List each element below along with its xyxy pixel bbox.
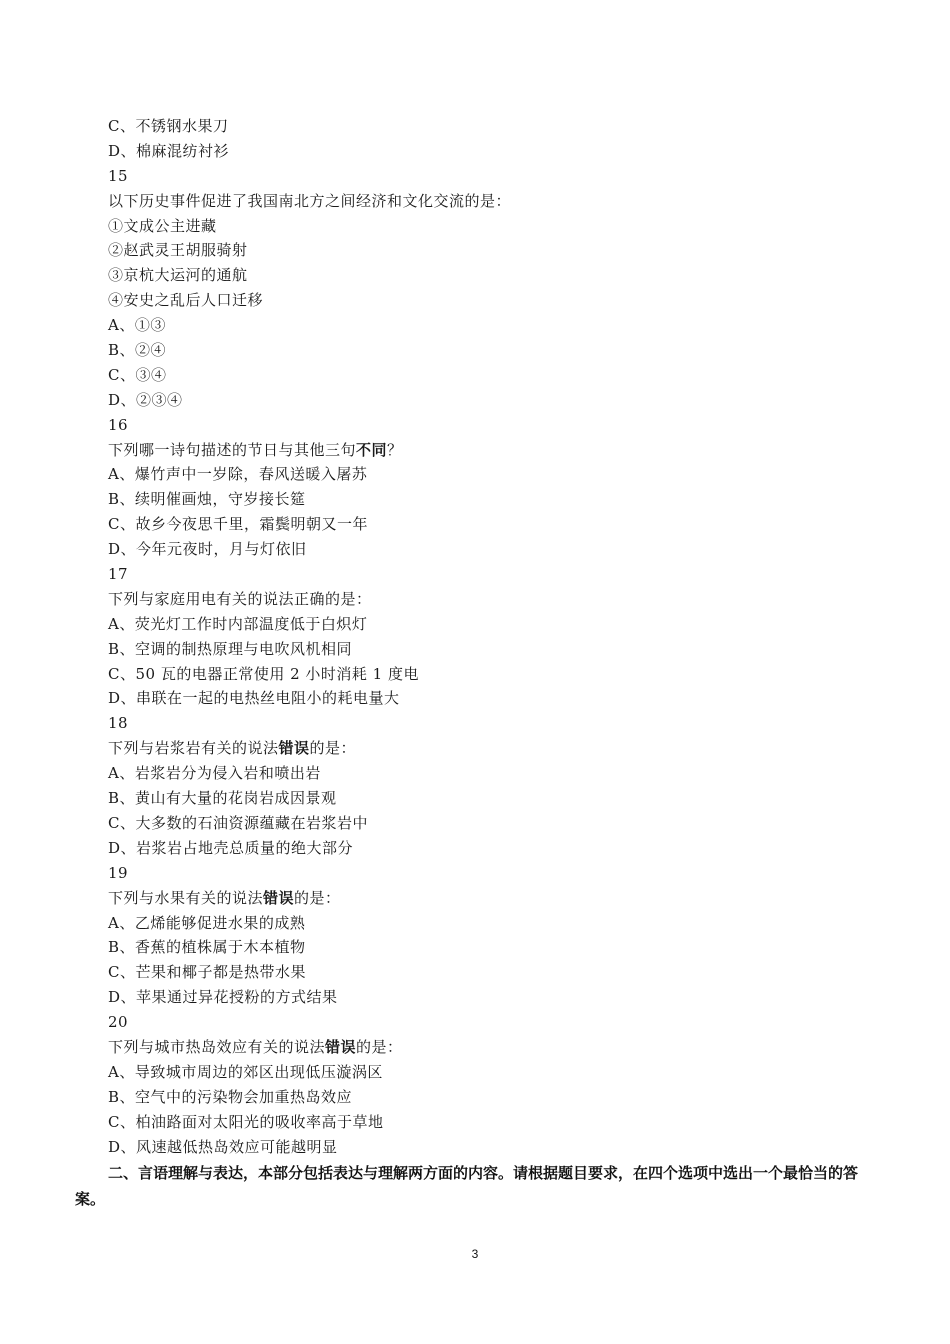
question-stem: 下列与家庭用电有关的说法正确的是： bbox=[108, 589, 372, 608]
answer-option: D、②③④ bbox=[108, 390, 183, 409]
stem-emphasis: 错误 bbox=[278, 739, 310, 758]
question-number: 20 bbox=[108, 1013, 129, 1032]
question-number: 18 bbox=[108, 714, 129, 733]
stem-text: ？ bbox=[387, 440, 403, 459]
answer-option: B、香蕉的植株属于木本植物 bbox=[108, 938, 306, 957]
answer-option: C、不锈钢水果刀 bbox=[108, 117, 229, 135]
answer-option: D、串联在一起的电热丝电阻小的耗电量大 bbox=[108, 689, 400, 708]
question-number: 17 bbox=[108, 565, 129, 584]
answer-option: B、续明催画烛，守岁接长筵 bbox=[108, 490, 306, 509]
question-number: 15 bbox=[108, 166, 129, 185]
answer-option: D、苹果通过异花授粉的方式结果 bbox=[108, 988, 338, 1007]
question-stem bbox=[108, 1035, 888, 1060]
stem-text: 下列哪一诗句描述的节日与其他三句 bbox=[108, 440, 357, 459]
answer-option: A、乙烯能够促进水果的成熟 bbox=[108, 913, 306, 932]
answer-option: A、导致城市周边的郊区出现低压漩涡区 bbox=[108, 1062, 383, 1081]
section-heading bbox=[75, 1160, 885, 1212]
stem-emphasis: 错误 bbox=[325, 1037, 357, 1056]
answer-option: D、风速越低热岛效应可能越明显 bbox=[108, 1137, 338, 1156]
answer-option: D、岩浆岩占地壳总质量的绝大部分 bbox=[108, 838, 354, 857]
stem-text: 下列与岩浆岩有关的说法 bbox=[108, 739, 279, 758]
answer-option: A、荧光灯工作时内部温度低于白炽灯 bbox=[108, 614, 368, 633]
answer-option: B、黄山有大量的花岗岩成因景观 bbox=[108, 789, 337, 808]
answer-option: B、空气中的污染物会加重热岛效应 bbox=[108, 1087, 353, 1106]
stem-text: 下列与水果有关的说法 bbox=[108, 888, 264, 907]
stem-emphasis: 错误 bbox=[263, 888, 295, 907]
stem-text: 的是： bbox=[356, 1037, 403, 1056]
answer-option: C、大多数的石油资源蕴藏在岩浆岩中 bbox=[108, 813, 368, 832]
question-stem bbox=[108, 438, 888, 463]
statement-item: ②赵武灵王胡服骑射 bbox=[108, 241, 248, 260]
question-stem bbox=[108, 736, 888, 761]
answer-option: A、①③ bbox=[108, 316, 166, 335]
answer-option: A、岩浆岩分为侵入岩和喷出岩 bbox=[108, 764, 321, 783]
page-number: 3 bbox=[471, 1247, 479, 1261]
answer-option: D、今年元夜时，月与灯依旧 bbox=[108, 540, 307, 559]
answer-option: A、爆竹声中一岁除，春风送暖入屠苏 bbox=[108, 465, 368, 484]
answer-option: B、②④ bbox=[108, 341, 167, 360]
question-number: 19 bbox=[108, 863, 129, 882]
stem-emphasis: 不同 bbox=[356, 440, 388, 459]
question-stem bbox=[108, 886, 888, 911]
question-list bbox=[108, 114, 888, 1159]
stem-text: 下列与城市热岛效应有关的说法 bbox=[108, 1037, 326, 1056]
stem-text: 的是： bbox=[309, 739, 357, 758]
statement-item: ③京杭大运河的通航 bbox=[108, 266, 248, 285]
answer-option: B、空调的制热原理与电吹风机相同 bbox=[108, 639, 353, 658]
answer-option: C、芒果和椰子都是热带水果 bbox=[108, 963, 306, 982]
answer-option: C、50 瓦的电器正常使用 2 小时消耗 1 度电 bbox=[108, 664, 419, 683]
statement-item: ①文成公主进藏 bbox=[108, 216, 217, 235]
section-heading-text: 二、言语理解与表达，本部分包括表达与理解两方面的内容。请根据题目要求，在四个选项中选出一个最恰当的答案。 bbox=[75, 1164, 859, 1208]
statement-item: ④安史之乱后人口迁移 bbox=[108, 291, 264, 310]
answer-option: C、柏油路面对太阳光的吸收率高于草地 bbox=[108, 1112, 384, 1131]
answer-option: C、故乡今夜思千里，霜鬓明朝又一年 bbox=[108, 515, 368, 534]
question-number: 16 bbox=[108, 415, 129, 434]
stem-text: 的是： bbox=[294, 888, 341, 907]
answer-option: D、棉麻混纺衬衫 bbox=[108, 141, 230, 160]
question-stem: 以下历史事件促进了我国南北方之间经济和文化交流的是： bbox=[108, 191, 512, 210]
answer-option: C、③④ bbox=[108, 365, 167, 384]
